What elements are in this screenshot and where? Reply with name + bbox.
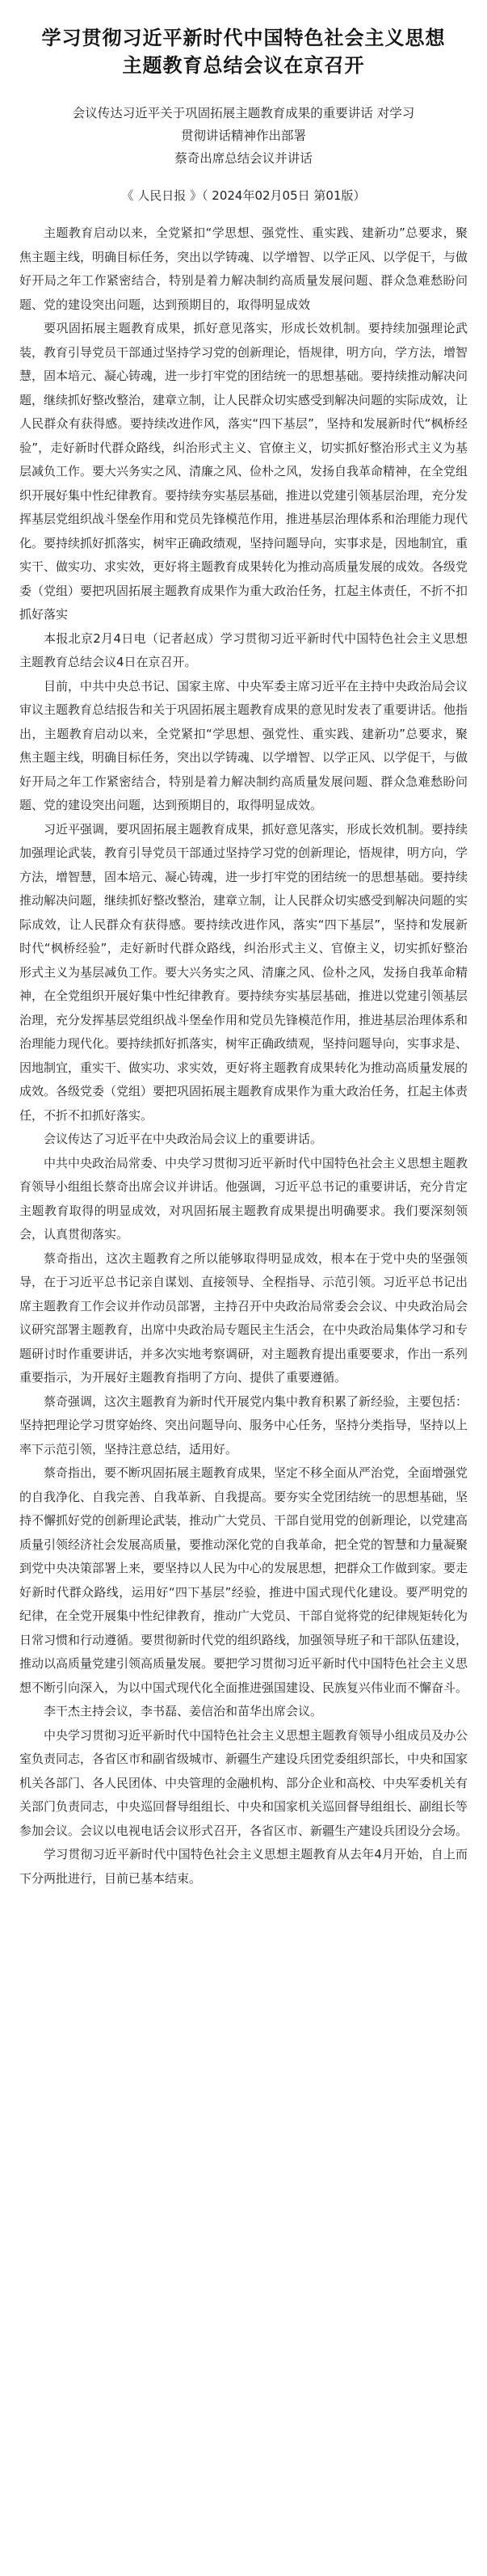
paragraph: 习近平强调，要巩固拓展主题教育成果，抓好意见落实，形成长效机制。要持续加强理论武装，教育引导党员干部通过坚持学习党的创新理论，悟规律，明方向，学方法，增智慧，固本培元、凝心铸魂，进一步打牢党的团结统一的思想基础。要持续推动解决问题，继续抓好整改整治，建章立制，让人民群众切实感受到解决问题的实际成效，让人民群众有获得感。要持续改进作风，落实“四下基层”，坚持和发展新时代“枫桥经验”，走好新时代群众路线，纠治形式主义、官僚主义，切实抓好整治形式主义为基层减负工作。要大兴务实之风、清廉之风、俭朴之风，发扬自我革命精神，在全党组织开展好集中性纪律教育。要持续夯实基层基础，推进以党建引领基层治理，充分发挥基层党组织战斗堡垒作用和党员先锋模范作用，推进基层治理体系和治理能力现代化。要持续抓好抓落实，树牢正确政绩观，坚持问题导向，实事求是、因地制宜，重实干、做实功、求实效，更好将主题教育成果转化为推动高质量发展的成效。各级党委（党组）要把巩固拓展主题教育成果作为重大政治任务，扛起主体责任，不折不扣抓好落实。 <box>19 821 468 1123</box>
paragraph: 主题教育启动以来，全党紧扣“学思想、强党性、重实践、建新功”总要求，聚焦主题主线，明确目标任务，突出以学铸魂、以学增智、以学正风、以学促干，与做好开局之年工作紧密结合，特别是着力解决制约高质量发展问题、群众急难愁盼问题、党的建设突出问题，达到预期目的，取得明显成效 <box>19 226 468 312</box>
subtitle-line-1: 会议传达习近平关于巩固拓展主题教育成果的重要讲话 对学习 <box>72 106 415 120</box>
paragraph: 中央学习贯彻习近平新时代中国特色社会主义思想主题教育领导小组成员及办公室负责同志，各省区市和副省级城市、新疆生产建设兵团党委组织部长，中央和国家机关各部门、各人民团体、中央管理的金融机构、部分企业和高校、中央军委机关有关部门负责同志，中央巡回督导组组长、中央和国家机关巡回督导组组长、副组长等参加会议。会议以电视电话会议形式召开，各省区市、新疆生产建设兵团设分会场。 <box>19 1727 468 1838</box>
article-source: 《 人民日报 》（ 2024年02月05日 第01版） <box>121 188 366 203</box>
paragraph: 要巩固拓展主题教育成果，抓好意见落实，形成长效机制。要持续加强理论武装，教育引导党员干部通过坚持学习党的创新理论，悟规律，明方向，学方法，增智慧，固本培元、凝心铸魂，进一步打牢党的团结统一的思想基础。要持续推动解决问题，继续抓好整改整治，建章立制，让人民群众切实感受到解决问题的实际成效，让人民群众有获得感。要持续改进作风，落实“四下基层”，坚持和发展新时代“枫桥经验”，走好新时代群众路线，纠治形式主义、官僚主义，切实抓好整治形式主义为基层减负工作。要大兴务实之风、清廉之风、俭朴之风，发扬自我革命精神，在全党组织开展好集中性纪律教育。要持续夯实基层基础，推进以党建引领基层治理，充分发挥基层党组织战斗堡垒作用和党员先锋模范作用，推进基层治理体系和治理能力现代化。要持续抓好抓落实，树牢正确政绩观，坚持问题导向，实事求是，因地制宜，重实干、做实功、求实效，更好将主题教育成果转化为推动高质量发展的成效。各级党委（党组）要把巩固拓展主题教育成果作为重大政治任务，扛起主体责任，不折不扣抓好落实 <box>19 321 468 622</box>
article-title <box>19 24 468 79</box>
title-line-2: 主题教育总结会议在京召开 <box>122 53 365 77</box>
article-body <box>19 221 468 1891</box>
paragraph: 李干杰主持会议，李书磊、姜信治和苗华出席会议。 <box>44 1704 323 1718</box>
paragraph: 蔡奇指出，要不断巩固拓展主题教育成果，坚定不移全面从严治党，全面增强党的自我净化、自我完善、自我革新、自我提高。要夯实全党团结统一的思想基础，坚持不懈抓好党的创新理论武装，推动广大党员、干部自觉用党的创新理论，以党建高质量引领经济社会发展高质量，要推动深化党的自我革命，把全党的智慧和力量凝聚到党中央决策部署上来，要坚持以人民为中心的发展思想，把群众工作做到家。要走好新时代群众路线，运用好“四下基层”经验，推进中国式现代化建设。要严明党的纪律，在全党开展集中性纪律教育，推动广大党员、干部自觉将党的纪律规矩转化为日常习惯和行动遵循。要贯彻新时代党的组织路线，加强领导班子和干部队伍建设，推动以高质量党建引领高质量发展。要把学习贯彻习近平新时代中国特色社会主义思想不断引向深入，为以中国式现代化全面推进强国建设、民族复兴伟业而不懈奋斗。 <box>19 1465 468 1695</box>
paragraph: 目前，中共中央总书记、国家主席、中央军委主席习近平在主持中央政治局会议审议主题教育总结报告和关于巩固拓展主题教育成果的意见时发表了重要讲话。他指出，主题教育启动以来，全党紧扣“学思想、强党性、重实践、建新功”总要求，聚焦主题主线，明确目标任务，突出以学铸魂、以学增智、以学正风、以学促干，与做好开局之年工作紧密结合，特别是着力解决制约高质量发展问题、群众急难愁盼问题、党的建设突出问题，达到预期目的，取得明显成效。 <box>19 678 468 812</box>
title-line-1: 学习贯彻习近平新时代中国特色社会主义思想 <box>41 26 446 49</box>
paragraph: 会议传达了习近平在中央政治局会议上的重要讲话。 <box>44 1132 323 1146</box>
paragraph: 学习贯彻习近平新时代中国特色社会主义思想主题教育从去年4月开始，自上而下分两批进行，目前已基本结束。 <box>19 1847 468 1886</box>
paragraph: 蔡奇指出，这次主题教育之所以能够取得明显成效，根本在于党中央的坚强领导，在于习近平总书记亲自谋划、直接领导、全程指导、示范引领。习近平总书记出席主题教育工作会议并作动员部署，主持召开中央政治局常委会会议、中央政治局会议研究部署主题教育，出席中央政治局专题民主生活会，在中央政治局集体学习和专题研讨时作重要讲话，并多次实地考察调研，对主题教育提出重要要求，作出一系列重要指示，为开展好主题教育指明了方向、提供了重要遵循。 <box>19 1250 468 1385</box>
subtitle-line-2: 贯彻讲话精神作出部署 <box>180 129 306 143</box>
paragraph: 蔡奇强调，这次主题教育为新时代开展党内集中教育积累了新经验，主要包括：坚持把理论学习贯穿始终、突出问题导向、服务中心任务，坚持分类指导，坚持以上率下示范引领，坚持注意总结，适用好。 <box>19 1393 468 1457</box>
paragraph: 中共中央政治局常委、中央学习贯彻习近平新时代中国特色社会主义思想主题教育领导小组组长蔡奇出席会议并讲话。他强调，习近平总书记的重要讲话，充分肯定主题教育取得的明显成效，对巩固拓展主题教育成果提出明确要求。我们要深刻领会，认真贯彻落实。 <box>19 1155 468 1242</box>
subtitle-line-3: 蔡奇出席总结会议并讲话 <box>174 151 313 166</box>
paragraph: 本报北京2月4日电（记者赵成）学习贯彻习近平新时代中国特色社会主义思想主题教育总结会议4日在京召开。 <box>19 630 468 669</box>
